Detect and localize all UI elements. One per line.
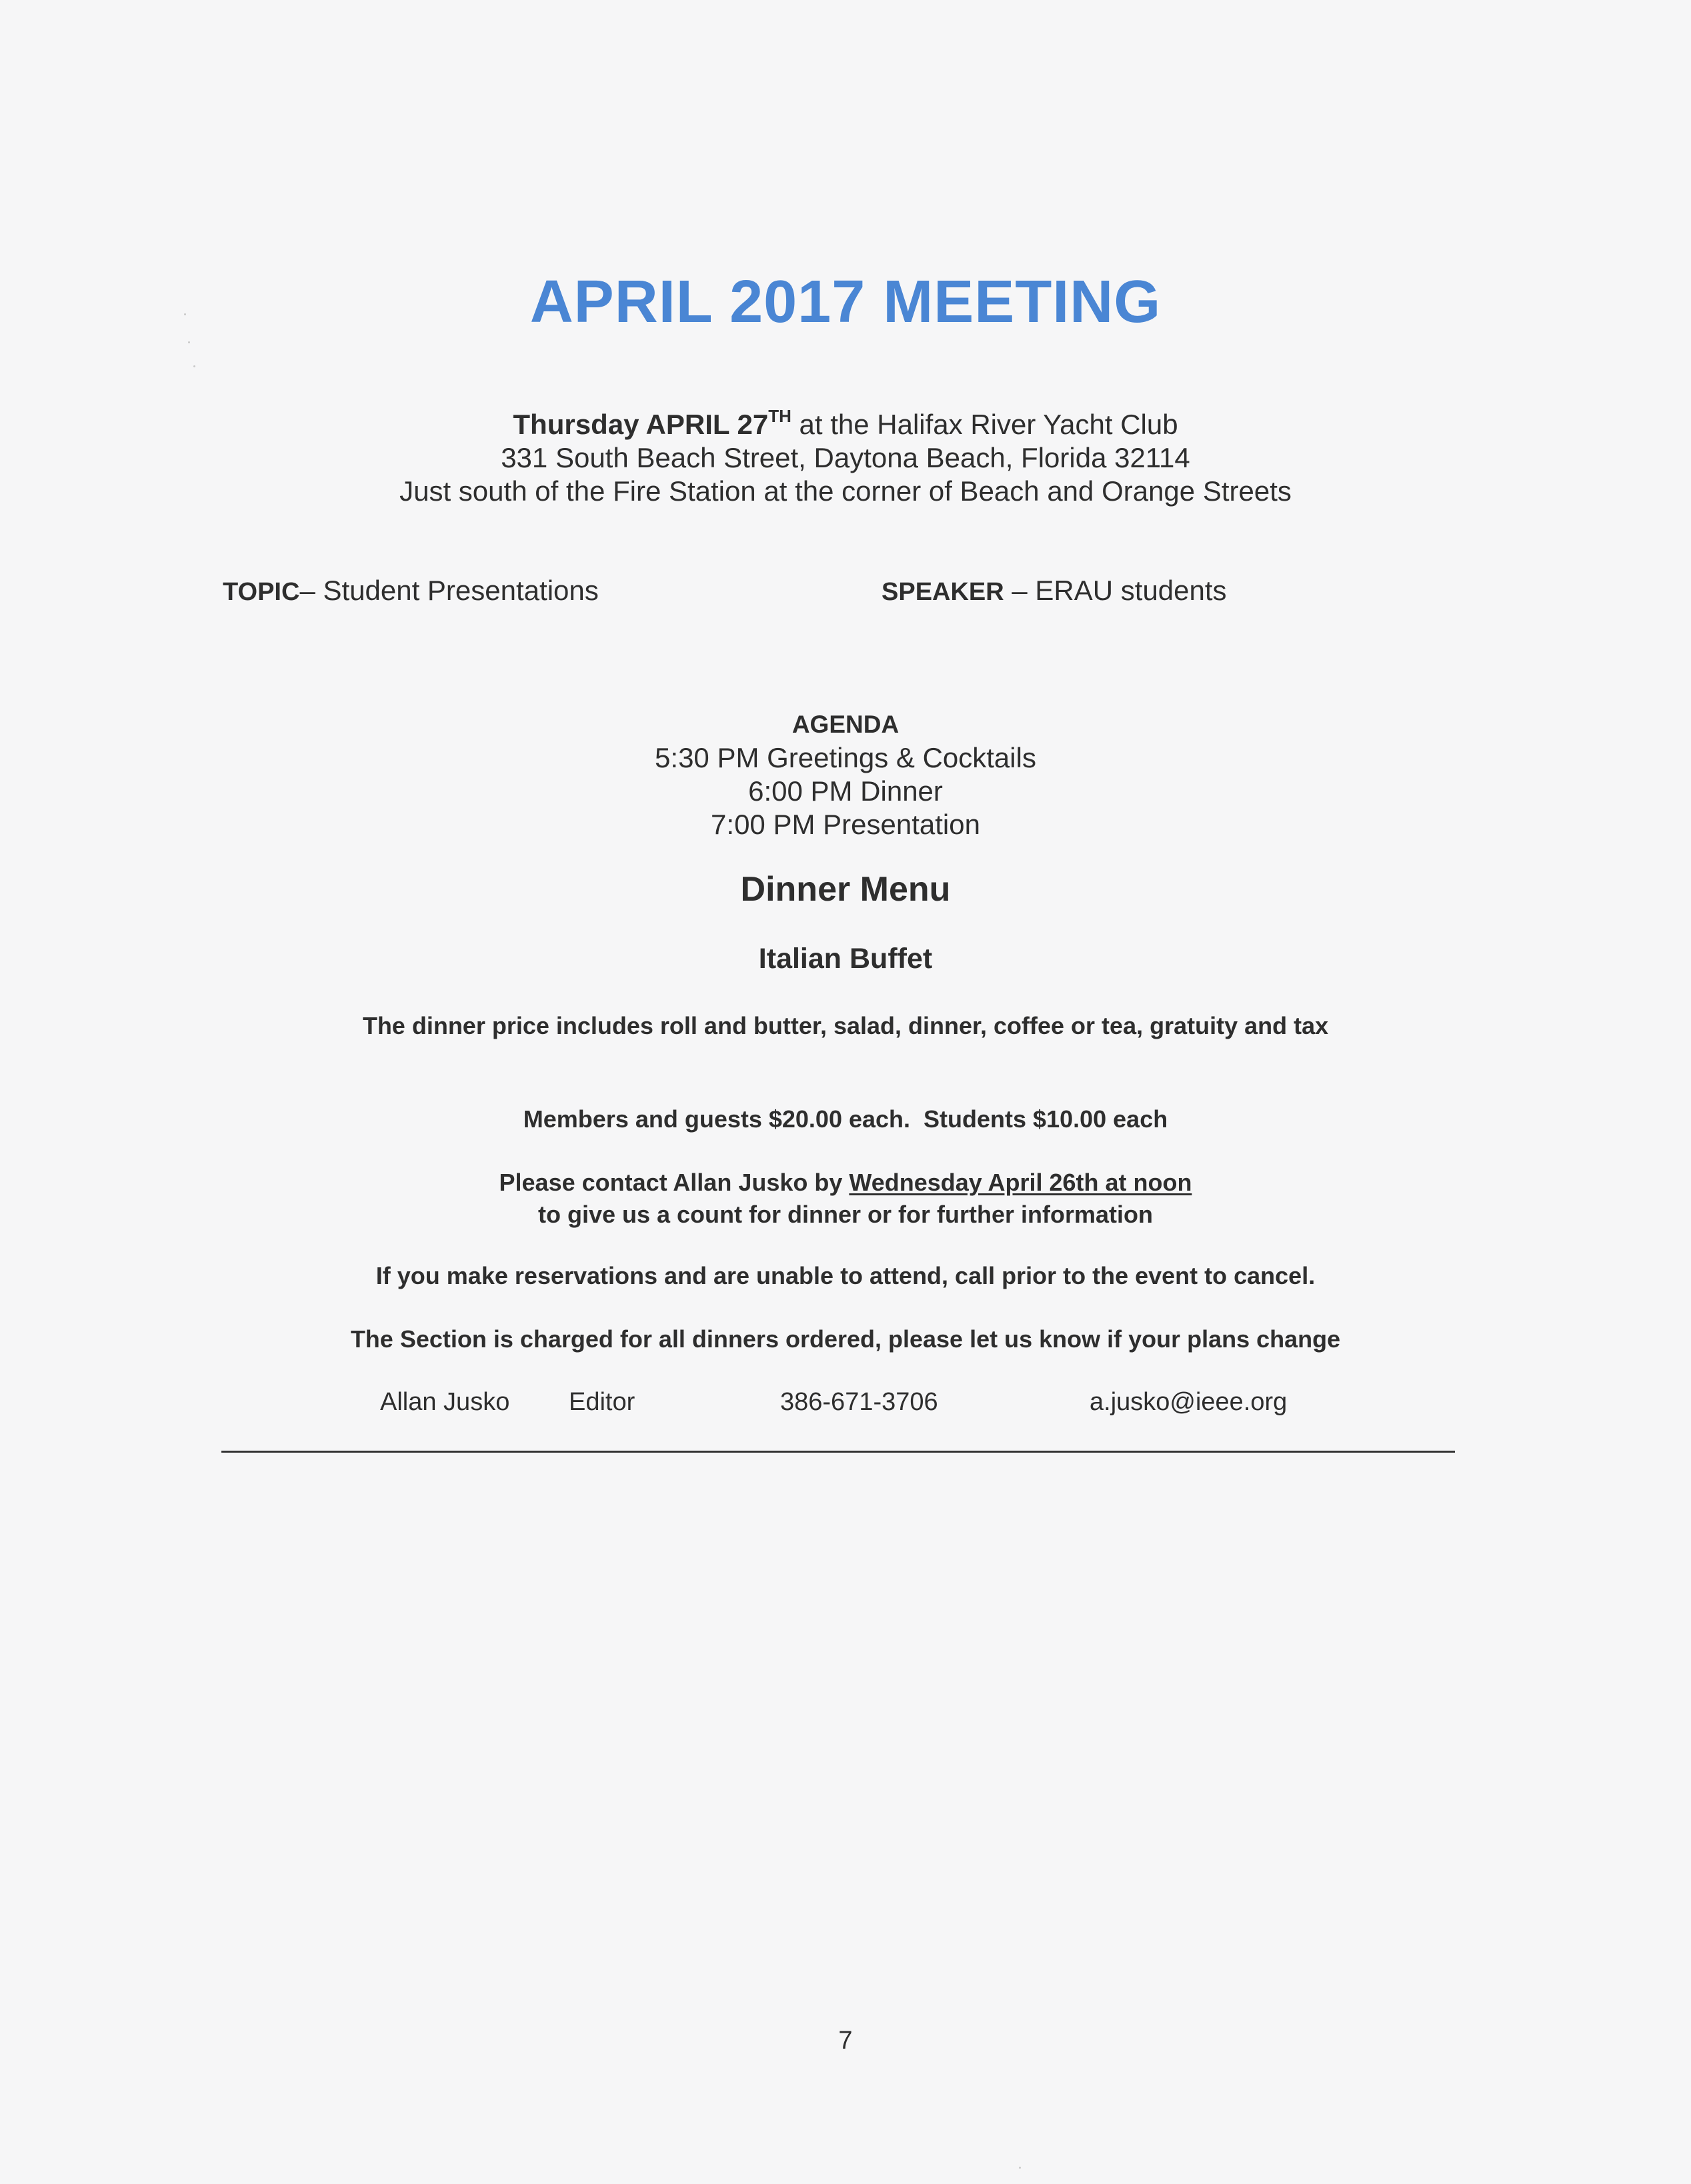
agenda-title: AGENDA (791, 711, 900, 738)
contact-block (0, 1167, 1691, 1231)
cancel-note: If you make reservations and are unable to attend, call prior to the event to cancel. (375, 1262, 1316, 1289)
speaker-value: – ERAU students (1004, 575, 1227, 606)
meeting-title: APRIL 2017 MEETING (529, 269, 1162, 335)
editor-email[interactable]: a.jusko@ieee.org (1090, 1388, 1288, 1416)
topic-label: TOPIC (223, 578, 300, 606)
editor-phone: 386-671-3706 (780, 1388, 938, 1416)
scan-speck (193, 365, 195, 367)
agenda-item: 6:00 PM Dinner (748, 775, 943, 807)
footer-divider (221, 1451, 1455, 1453)
menu-title: Dinner Menu (740, 870, 951, 909)
rsvp-deadline: Wednesday April 26th at noon (849, 1169, 1192, 1196)
menu-subtitle: Italian Buffet (758, 943, 933, 975)
contact-line-1: Please contact Allan Jusko by Wednesday April 26th at noon (499, 1169, 1192, 1196)
speaker-label: SPEAKER (882, 578, 1004, 606)
agenda-item: 5:30 PM Greetings & Cocktails (655, 742, 1036, 773)
venue-directions: Just south of the Fire Station at the corner of Beach and Orange Streets (399, 475, 1292, 507)
price-line: Members and guests $20.00 each. Students $10.00 each (523, 1105, 1168, 1133)
charge-note: The Section is charged for all dinners ordered, please let us know if your plans change (350, 1325, 1341, 1353)
venue-location: at the Halifax River Yacht Club (791, 409, 1178, 440)
scan-speck (188, 341, 190, 343)
venue-block (0, 408, 1691, 508)
venue-address: 331 South Beach Street, Daytona Beach, Florida 32114 (501, 442, 1190, 473)
agenda-block (0, 708, 1691, 841)
contact-line-2: to give us a count for dinner or for further information (537, 1201, 1153, 1228)
venue-date-line (0, 408, 1691, 441)
meeting-date: Thursday APRIL 27TH (513, 406, 791, 440)
topic-value: – Student Presentations (299, 575, 599, 606)
price-includes: The dinner price includes roll and butter, salad, dinner, coffee or tea, gratuity and tax (362, 1012, 1329, 1039)
editor-name: Allan Jusko (380, 1388, 510, 1416)
scan-speck (184, 313, 186, 315)
page-number: 7 (838, 2027, 853, 2055)
editor-role: Editor (569, 1388, 635, 1416)
date-suffix: TH (768, 406, 791, 426)
agenda-item: 7:00 PM Presentation (711, 809, 980, 840)
scan-speck (1019, 2167, 1021, 2169)
speaker-line (882, 575, 1227, 607)
topic-line (223, 575, 599, 607)
